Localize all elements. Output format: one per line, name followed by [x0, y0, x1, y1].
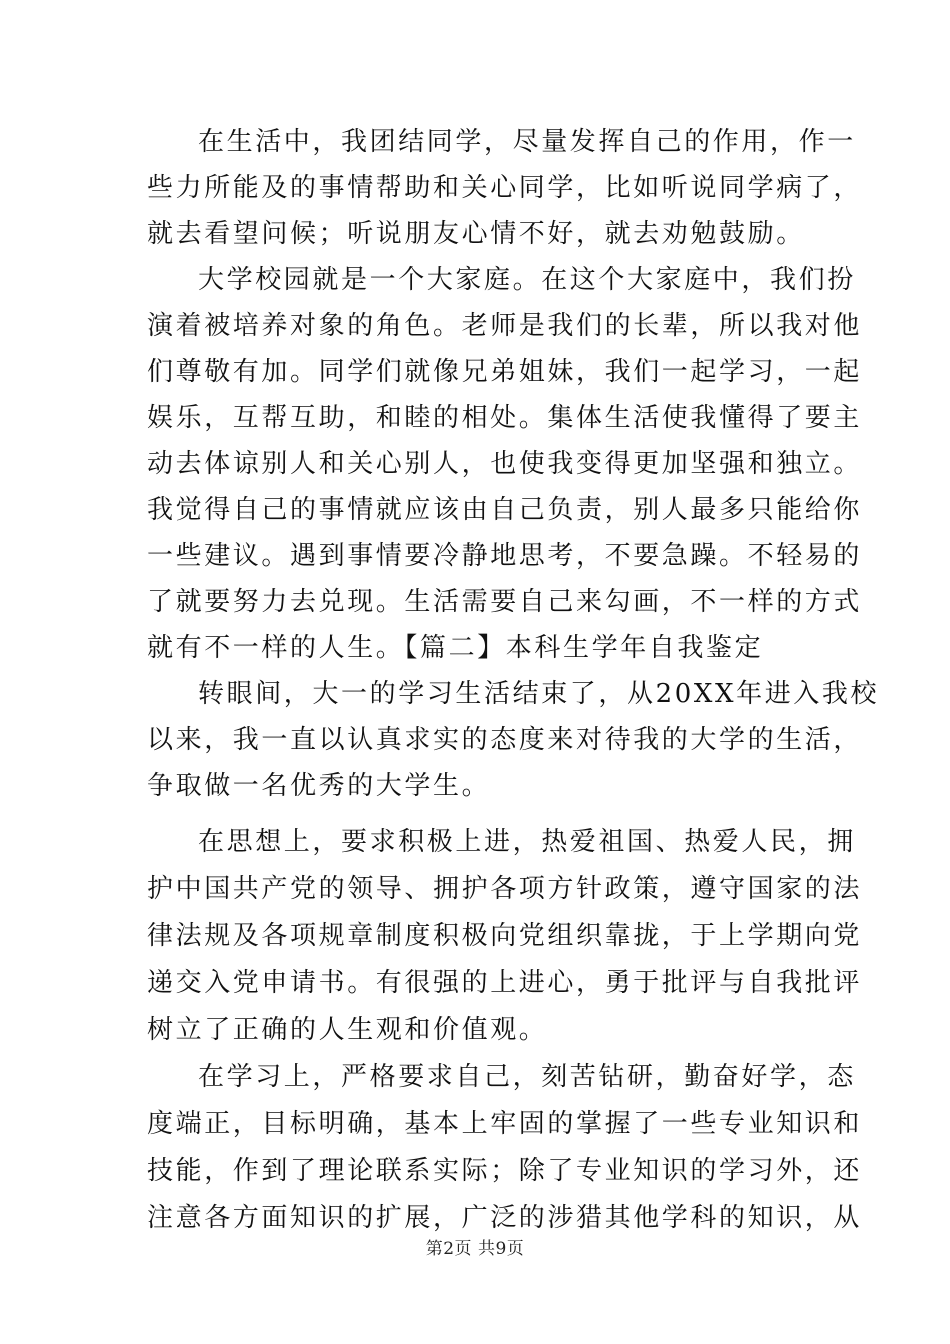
text-line: 些力所能及的事情帮助和关心同学，比如听说同学病了，	[147, 173, 863, 203]
text-line: 护中国共产党的领导、拥护各项方针政策，遵守国家的法	[147, 874, 863, 904]
text-line: 在学习上，严格要求自己，刻苦钻研，勤奋好学，态	[198, 1062, 856, 1092]
text-line: 了就要努力去兑现。生活需要自己来勾画，不一样的方式	[147, 587, 863, 617]
text-line: 在生活中，我团结同学，尽量发挥自己的作用，作一	[198, 127, 856, 157]
text-line: 就有不一样的人生。【篇二】本科生学年自我鉴定	[147, 633, 764, 663]
text-line: 一些建议。遇到事情要冷静地思考，不要急躁。不轻易的	[147, 541, 863, 571]
text-line: 就去看望问候；听说朋友心情不好，就去劝勉鼓励。	[147, 219, 805, 249]
text-line: 以来，我一直以认真求实的态度来对待我的大学的生活，	[147, 725, 863, 755]
text-line: 娱乐，互帮互助，和睦的相处。集体生活使我懂得了要主	[147, 403, 863, 433]
text-line: 大学校园就是一个大家庭。在这个大家庭中，我们扮	[198, 265, 856, 295]
text-line: 律法规及各项规章制度积极向党组织靠拢，于上学期向党	[147, 921, 863, 951]
page-number-footer: 第2页 共9页	[425, 1239, 525, 1259]
text-line: 递交入党申请书。有很强的上进心，勇于批评与自我批评	[147, 968, 863, 998]
text-line: 动去体谅别人和关心别人，也使我变得更加坚强和独立。	[147, 449, 863, 479]
text-line: 演着被培养对象的角色。老师是我们的长辈，所以我对他	[147, 311, 863, 341]
text-line: 我觉得自己的事情就应该由自己负责，别人最多只能给你	[147, 495, 863, 525]
text-line: 技能，作到了理论联系实际；除了专业知识的学习外，还	[147, 1156, 863, 1186]
text-line: 在思想上，要求积极上进，热爱祖国、热爱人民，拥	[198, 827, 856, 857]
text-line: 度端正，目标明确，基本上牢固的掌握了一些专业知识和	[147, 1109, 863, 1139]
text-line: 转眼间，大一的学习生活结束了，从20XX年进入我校	[198, 679, 880, 709]
text-line: 争取做一名优秀的大学生。	[147, 771, 491, 801]
text-line: 注意各方面知识的扩展，广泛的涉猎其他学科的知识，从	[147, 1203, 863, 1233]
text-line: 们尊敬有加。同学们就像兄弟姐妹，我们一起学习，一起	[147, 357, 863, 387]
text-line: 树立了正确的人生观和价值观。	[147, 1015, 548, 1045]
